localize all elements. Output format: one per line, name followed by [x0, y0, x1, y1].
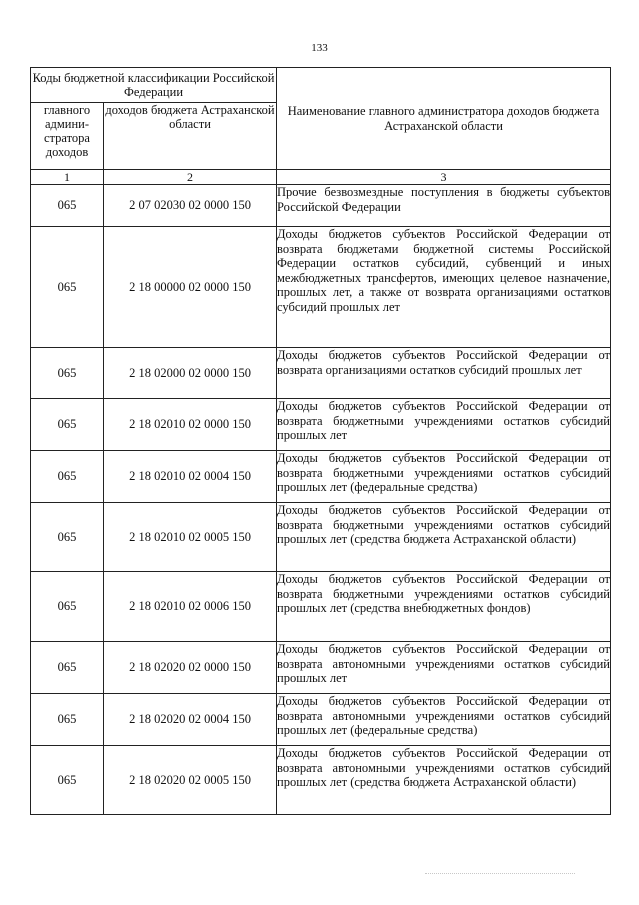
income-name-cell: Прочие безвозмездные поступления в бюджеты субъектов Российской Федерации	[277, 185, 611, 227]
income-name-cell: Доходы бюджетов субъектов Российской Федерации от возврата бюджетами бюджетной системы Российской Федерации остатков субсидий, субвенций и иных межбюджетных трансфертов, имеющих целевое назначение, прошлых лет, а также от возврата организациями остатков субсидий прошлых лет	[277, 227, 611, 348]
income-code-cell: 2 18 02010 02 0006 150	[104, 572, 277, 642]
income-code-cell: 2 18 00000 02 0000 150	[104, 227, 277, 348]
income-name-cell: Доходы бюджетов субъектов Российской Федерации от возврата бюджетными учреждениями остатков субсидий прошлых лет (федеральные средства)	[277, 451, 611, 503]
column-number: 2	[104, 170, 277, 185]
header-budget-income: доходов бюджета Астраханской области	[104, 103, 277, 170]
admin-code-cell: 065	[31, 572, 104, 642]
income-name-cell: Доходы бюджетов субъектов Российской Федерации от возврата организациями остатков субсидий прошлых лет	[277, 348, 611, 399]
admin-code-cell: 065	[31, 694, 104, 746]
header-administrator-name: Наименование главного администратора доходов бюджета Астраханской области	[277, 68, 611, 170]
table-body	[31, 185, 611, 815]
table-row	[31, 399, 611, 451]
income-name-cell: Доходы бюджетов субъектов Российской Федерации от возврата автономными учреждениями остатков субсидий прошлых лет	[277, 642, 611, 694]
admin-code-cell: 065	[31, 451, 104, 503]
income-code-cell: 2 18 02010 02 0000 150	[104, 399, 277, 451]
table-row	[31, 451, 611, 503]
header-classification-codes: Коды бюджетной классификации Российской Федерации	[31, 68, 277, 103]
table-row	[31, 572, 611, 642]
column-number-row	[31, 170, 611, 185]
table-row	[31, 503, 611, 572]
admin-code-cell: 065	[31, 227, 104, 348]
header-main-administrator: главного админи-стратора доходов	[31, 103, 104, 170]
income-name-cell: Доходы бюджетов субъектов Российской Федерации от возврата автономными учреждениями остатков субсидий прошлых лет (средства бюджета Астраханской области)	[277, 746, 611, 815]
table-row	[31, 227, 611, 348]
income-code-cell: 2 18 02010 02 0005 150	[104, 503, 277, 572]
scan-artifact	[425, 873, 575, 874]
page-number: 133	[311, 42, 328, 54]
table-header	[31, 68, 611, 185]
admin-code-cell: 065	[31, 746, 104, 815]
table-row	[31, 694, 611, 746]
income-code-cell: 2 18 02000 02 0000 150	[104, 348, 277, 399]
admin-code-cell: 065	[31, 642, 104, 694]
table-row	[31, 348, 611, 399]
admin-code-cell: 065	[31, 399, 104, 451]
admin-code-cell: 065	[31, 503, 104, 572]
admin-code-cell: 065	[31, 348, 104, 399]
income-name-cell: Доходы бюджетов субъектов Российской Федерации от возврата автономными учреждениями остатков субсидий прошлых лет (федеральные средства)	[277, 694, 611, 746]
income-name-cell: Доходы бюджетов субъектов Российской Федерации от возврата бюджетными учреждениями остатков субсидий прошлых лет	[277, 399, 611, 451]
income-code-cell: 2 18 02020 02 0000 150	[104, 642, 277, 694]
income-code-cell: 2 18 02010 02 0004 150	[104, 451, 277, 503]
income-name-cell: Доходы бюджетов субъектов Российской Федерации от возврата бюджетными учреждениями остатков субсидий прошлых лет (средства внебюджетных фондов)	[277, 572, 611, 642]
table-row	[31, 746, 611, 815]
income-code-cell: 2 18 02020 02 0004 150	[104, 694, 277, 746]
income-code-cell: 2 18 02020 02 0005 150	[104, 746, 277, 815]
column-number: 1	[31, 170, 104, 185]
income-name-cell: Доходы бюджетов субъектов Российской Федерации от возврата бюджетными учреждениями остатков субсидий прошлых лет (средства бюджета Астраханской области)	[277, 503, 611, 572]
admin-code-cell: 065	[31, 185, 104, 227]
table-row	[31, 185, 611, 227]
budget-classification-table	[30, 67, 611, 815]
column-number: 3	[277, 170, 611, 185]
income-code-cell: 2 07 02030 02 0000 150	[104, 185, 277, 227]
table-row	[31, 642, 611, 694]
